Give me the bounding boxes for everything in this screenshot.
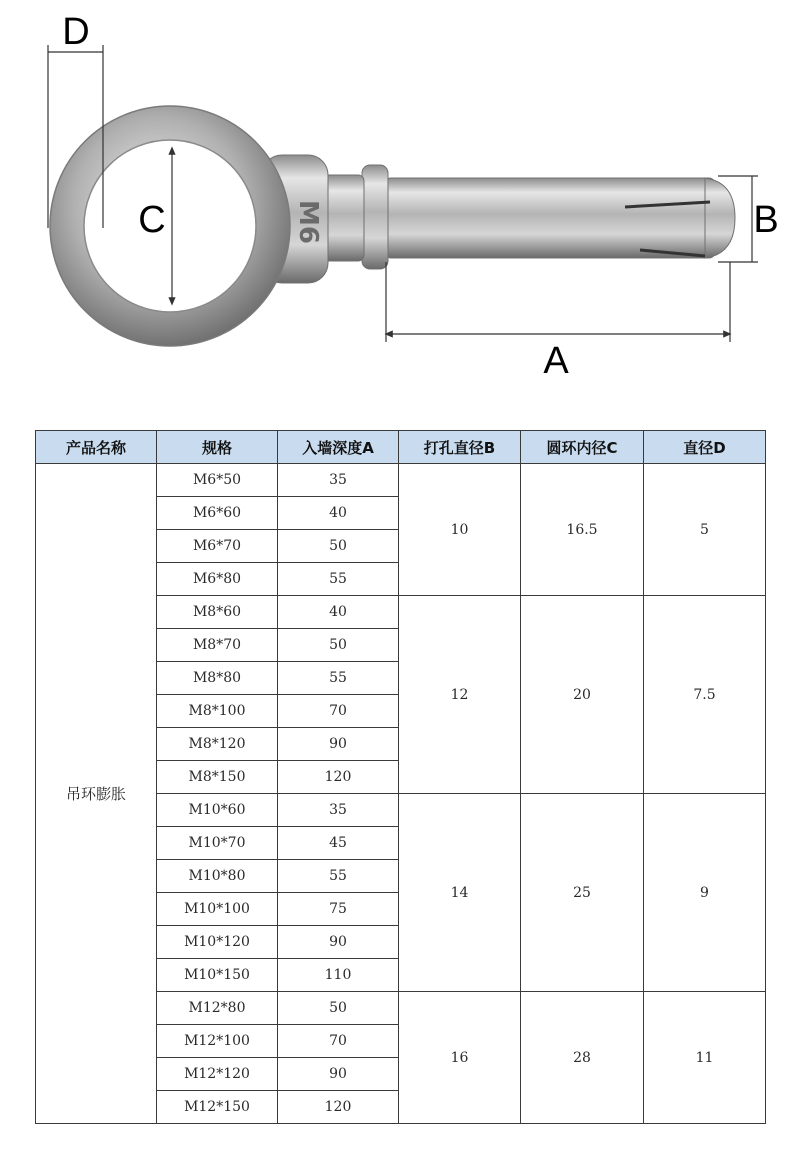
depth-cell: 50	[278, 530, 399, 563]
depth-cell: 40	[278, 497, 399, 530]
depth-cell: 70	[278, 695, 399, 728]
label-a: A	[543, 340, 569, 382]
diameter-d-cell: 9	[644, 794, 766, 992]
depth-cell: 90	[278, 926, 399, 959]
header-depth-a: 入墙深度A	[278, 431, 399, 464]
hole-b-cell: 16	[399, 992, 521, 1124]
depth-cell: 45	[278, 827, 399, 860]
depth-cell: 90	[278, 728, 399, 761]
diameter-d-cell: 5	[644, 464, 766, 596]
spec-cell: M6*60	[157, 497, 278, 530]
hole-b-cell: 12	[399, 596, 521, 794]
depth-cell: 50	[278, 629, 399, 662]
header-diameter-d: 直径D	[644, 431, 766, 464]
depth-cell: 110	[278, 959, 399, 992]
label-c: C	[138, 199, 166, 241]
spec-cell: M8*100	[157, 695, 278, 728]
depth-cell: 55	[278, 860, 399, 893]
depth-cell: 70	[278, 1025, 399, 1058]
spec-cell: M8*60	[157, 596, 278, 629]
header-spec: 规格	[157, 431, 278, 464]
spec-cell: M12*100	[157, 1025, 278, 1058]
depth-cell: 55	[278, 563, 399, 596]
spec-cell: M6*70	[157, 530, 278, 563]
header-ring-c: 圆环内径C	[521, 431, 644, 464]
depth-cell: 40	[278, 596, 399, 629]
spec-table	[35, 430, 766, 1124]
spec-cell: M12*120	[157, 1058, 278, 1091]
header-hole-b: 打孔直径B	[399, 431, 521, 464]
product-name-cell: 吊环膨胀	[36, 464, 157, 1124]
depth-cell: 50	[278, 992, 399, 1025]
spec-cell: M10*150	[157, 959, 278, 992]
ring-c-cell: 20	[521, 596, 644, 794]
diameter-d-cell: 7.5	[644, 596, 766, 794]
spec-cell: M6*50	[157, 464, 278, 497]
ring-c-cell: 28	[521, 992, 644, 1124]
spec-cell: M8*80	[157, 662, 278, 695]
depth-cell: 35	[278, 794, 399, 827]
depth-cell: 35	[278, 464, 399, 497]
expansion-sleeve	[385, 178, 735, 258]
ring-c-cell: 25	[521, 794, 644, 992]
table-header-row	[36, 431, 766, 464]
spec-cell: M10*100	[157, 893, 278, 926]
depth-cell: 120	[278, 1091, 399, 1124]
label-b: B	[753, 199, 779, 241]
spec-cell: M12*80	[157, 992, 278, 1025]
hole-b-cell: 14	[399, 794, 521, 992]
spec-cell: M8*120	[157, 728, 278, 761]
spec-cell: M10*70	[157, 827, 278, 860]
depth-cell: 90	[278, 1058, 399, 1091]
dimension-c	[138, 150, 172, 302]
eye-ring	[50, 106, 290, 346]
product-diagram	[0, 0, 800, 410]
label-d: D	[62, 11, 90, 53]
spec-cell: M10*80	[157, 860, 278, 893]
spec-cell: M10*60	[157, 794, 278, 827]
dimension-a	[386, 262, 730, 382]
spec-cell: M8*70	[157, 629, 278, 662]
spec-cell: M8*150	[157, 761, 278, 794]
hole-b-cell: 10	[399, 464, 521, 596]
spec-cell: M10*120	[157, 926, 278, 959]
depth-cell: 55	[278, 662, 399, 695]
depth-cell: 75	[278, 893, 399, 926]
header-product-name: 产品名称	[36, 431, 157, 464]
ring-marking: M6	[293, 200, 323, 244]
spec-cell: M12*150	[157, 1091, 278, 1124]
depth-cell: 120	[278, 761, 399, 794]
ring-c-cell: 16.5	[521, 464, 644, 596]
table-row	[36, 464, 766, 497]
spec-cell: M6*80	[157, 563, 278, 596]
diameter-d-cell: 11	[644, 992, 766, 1124]
